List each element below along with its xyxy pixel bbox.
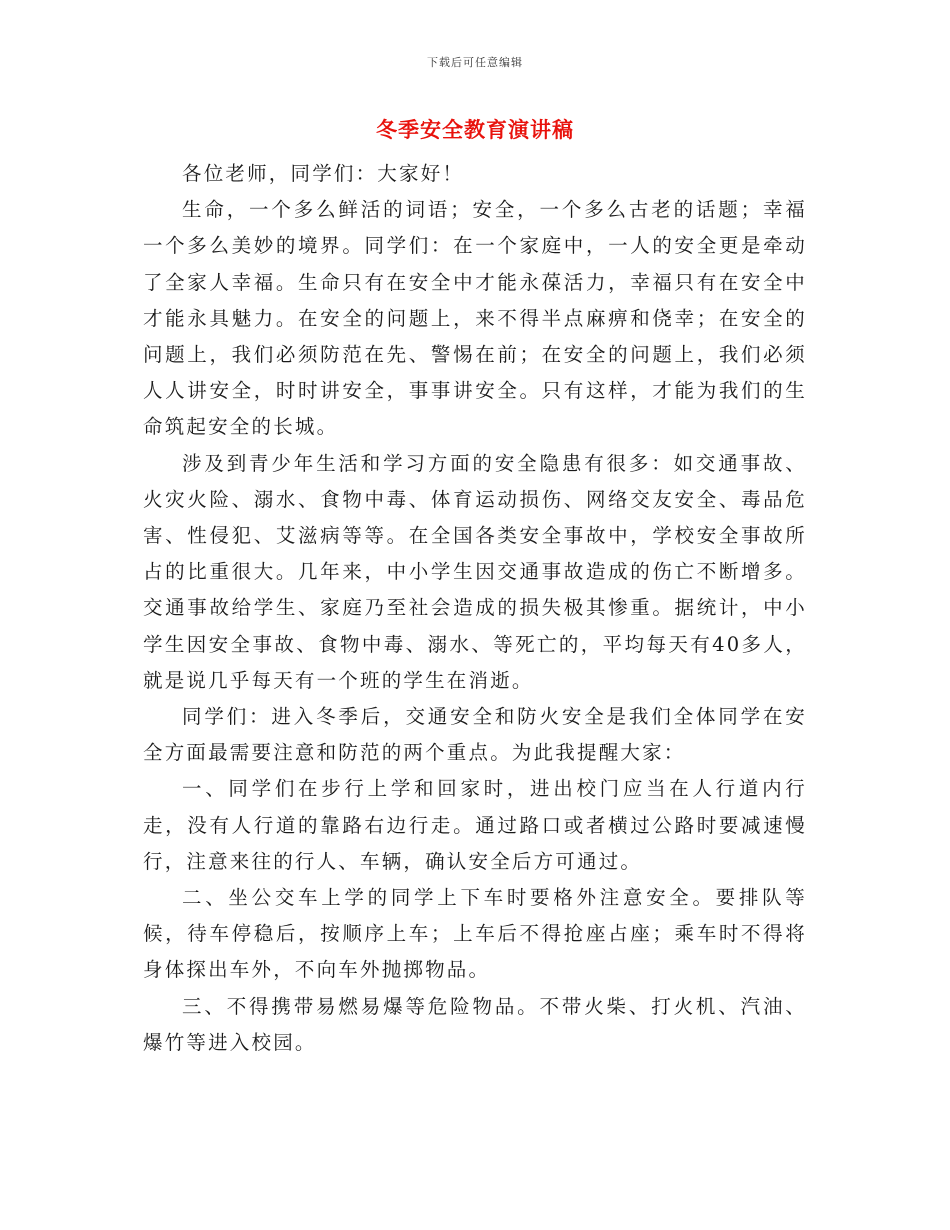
body-paragraph: 涉及到青少年生活和学习方面的安全隐患有很多：如交通事故、火灾火险、溺水、食物中毒、体育运动损伤、网络交友安全、毒品危害、性侵犯、艾滋病等等。在全国各类安全事故中，学校安全事故所占的比重很大。几年来，中小学生因交通事故造成的伤亡不断增多。交通事故给学生、家庭乃至社会造成的损失极其惨重。据统计，中小学生因安全事故、食物中毒、溺水、等死亡的，平均每天有40多人，就是说几乎每天有一个班的学生在消逝。 [143, 451, 807, 692]
body-paragraph: 生命，一个多么鲜活的词语；安全，一个多么古老的话题；幸福一个多么美妙的境界。同学们：在一个家庭中，一人的安全更是牵动了全家人幸福。生命只有在安全中才能永葆活力，幸福只有在安全中才能永具魅力。在安全的问题上，来不得半点麻痹和侥幸；在安全的问题上，我们必须防范在先、警惕在前；在安全的问题上，我们必须人人讲安全，时时讲安全，事事讲安全。只有这样，才能为我们的生命筑起安全的长城。 [143, 198, 807, 439]
body-paragraph: 同学们：进入冬季后，交通安全和防火安全是我们全体同学在安全方面最需要注意和防范的两个重点。为此我提醒大家： [143, 705, 807, 765]
greeting-paragraph: 各位老师，同学们：大家好！ [182, 162, 465, 185]
header-note: 下载后可任意编辑 [427, 56, 523, 69]
document-body [143, 156, 807, 1061]
document-title: 冬季安全教育演讲稿 [376, 117, 574, 142]
list-item-paragraph: 二、坐公交车上学的同学上下车时要格外注意安全。要排队等候，待车停稳后，按顺序上车；上车后不得抢座占座；乘车时不得将身体探出车外，不向车外抛掷物品。 [143, 886, 807, 982]
list-item-paragraph: 一、同学们在步行上学和回家时，进出校门应当在人行道内行走，没有人行道的靠路右边行走。通过路口或者横过公路时要减速慢行，注意来往的行人、车辆，确认安全后方可通过。 [143, 777, 807, 873]
list-item-paragraph: 三、不得携带易燃易爆等危险物品。不带火柴、打火机、汽油、爆竹等进入校园。 [143, 994, 807, 1054]
